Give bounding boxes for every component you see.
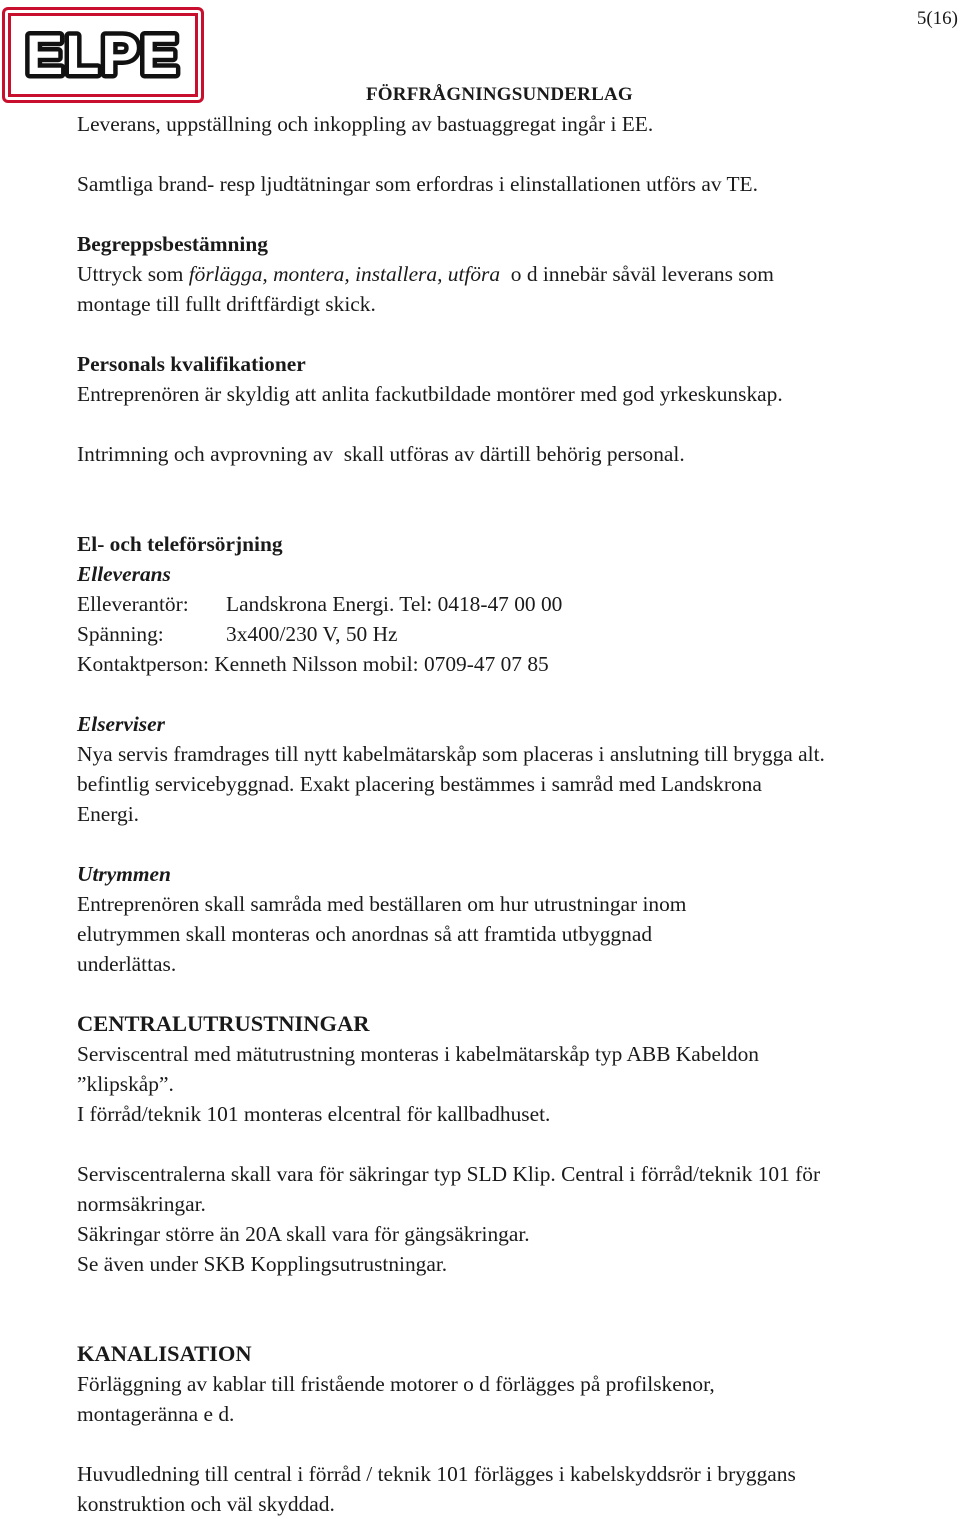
paragraph-service-l3: Säkringar större än 20A skall vara för gängsäkringar. — [77, 1222, 530, 1246]
heading-elleverans: Elleverans — [77, 562, 171, 586]
paragraph-utrymmen-l2: elutrymmen skall monteras och anordnas så att framtida utbyggnad — [77, 922, 653, 946]
paragraph-elserviser-l2: befintlig servicebyggnad. Exakt placering bestämmes i samråd med Landskrona — [77, 772, 762, 796]
paragraph-service-l4: Se även under SKB Kopplingsutrustningar. — [77, 1252, 448, 1276]
paragraph-intrimning: Intrimning och avprovning av skall utföras av därtill behörig personal. — [77, 442, 685, 466]
paragraph-elserviser-l1: Nya servis framdrages till nytt kabelmätarskåp som placeras i anslutning till brygga alt. — [77, 742, 825, 766]
begrepp-italic-terms: förlägga, montera, installera, utföra — [188, 262, 501, 286]
logo-text: ELPE — [25, 23, 181, 86]
row-spanning: Spänning: 3x400/230 V, 50 Hz — [77, 622, 398, 646]
paragraph-begrepp-line2: montage till fullt driftfärdigt skick. — [77, 292, 376, 316]
paragraph-huvudledning-l1: Huvudledning till central i förråd / teknik 101 förlägges i kabelskyddsrör i bryggans — [77, 1462, 796, 1486]
heading-centralutrustningar: CENTRALUTRUSTNINGAR — [77, 1011, 370, 1036]
paragraph-central-l1: Serviscentral med mätutrustning monteras i kabelmätarskåp typ ABB Kabeldon — [77, 1042, 759, 1066]
company-logo — [2, 7, 204, 103]
paragraph-kanal-l1: Förläggning av kablar till fristående motorer o d förlägges på profilskenor, — [77, 1372, 715, 1396]
heading-elserviser: Elserviser — [77, 712, 165, 736]
paragraph-huvudledning-l2: konstruktion och väl skyddad. — [77, 1492, 335, 1516]
paragraph-elserviser-l3: Energi. — [77, 802, 139, 826]
heading-el-och-teleforsorjning: El- och teleförsörjning — [77, 532, 283, 556]
paragraph-personal: Entreprenören är skyldig att anlita fackutbildade montörer med god yrkeskunskap. — [77, 382, 783, 406]
paragraph-service-l2: normsäkringar. — [77, 1192, 206, 1216]
heading-utrymmen: Utrymmen — [77, 862, 171, 886]
row-elleverantor: Elleverantör: Landskrona Energi. Tel: 0418-47 00 00 — [77, 592, 563, 616]
paragraph-begrepp-line1: Uttryck som förlägga, montera, installera, utföra o d innebär såväl leverans som — [77, 262, 774, 286]
paragraph-utrymmen-l3: underlättas. — [77, 952, 177, 976]
logo-graphic — [5, 10, 201, 100]
document-body — [77, 109, 960, 1519]
paragraph-kanal-l2: montageränna e d. — [77, 1402, 235, 1426]
heading-kanalisation: KANALISATION — [77, 1341, 252, 1366]
page-number: 5(16) — [916, 8, 958, 29]
paragraph-central-l2: ”klipskåp”. — [77, 1072, 174, 1096]
paragraph-bastuaggregat: Leverans, uppställning och inkoppling av bastuaggregat ingår i EE. — [77, 112, 654, 136]
heading-personals-kvalifikationer: Personals kvalifikationer — [77, 352, 306, 376]
document-type-heading: FÖRFRÅGNINGSUNDERLAG — [366, 84, 633, 105]
paragraph-central-l3: I förråd/teknik 101 monteras elcentral för kallbadhuset. — [77, 1102, 551, 1126]
paragraph-utrymmen-l1: Entreprenören skall samråda med beställaren om hur utrustningar inom — [77, 892, 687, 916]
paragraph-service-l1: Serviscentralerna skall vara för säkringar typ SLD Klip. Central i förråd/teknik 101 för — [77, 1162, 821, 1186]
paragraph-brandtatningar: Samtliga brand- resp ljudtätningar som erfordras i elinstallationen utförs av TE. — [77, 172, 758, 196]
heading-begreppsbestamning: Begreppsbestämning — [77, 232, 268, 256]
paragraph-kontaktperson: Kontaktperson: Kenneth Nilsson mobil: 0709-47 07 85 — [77, 652, 549, 676]
